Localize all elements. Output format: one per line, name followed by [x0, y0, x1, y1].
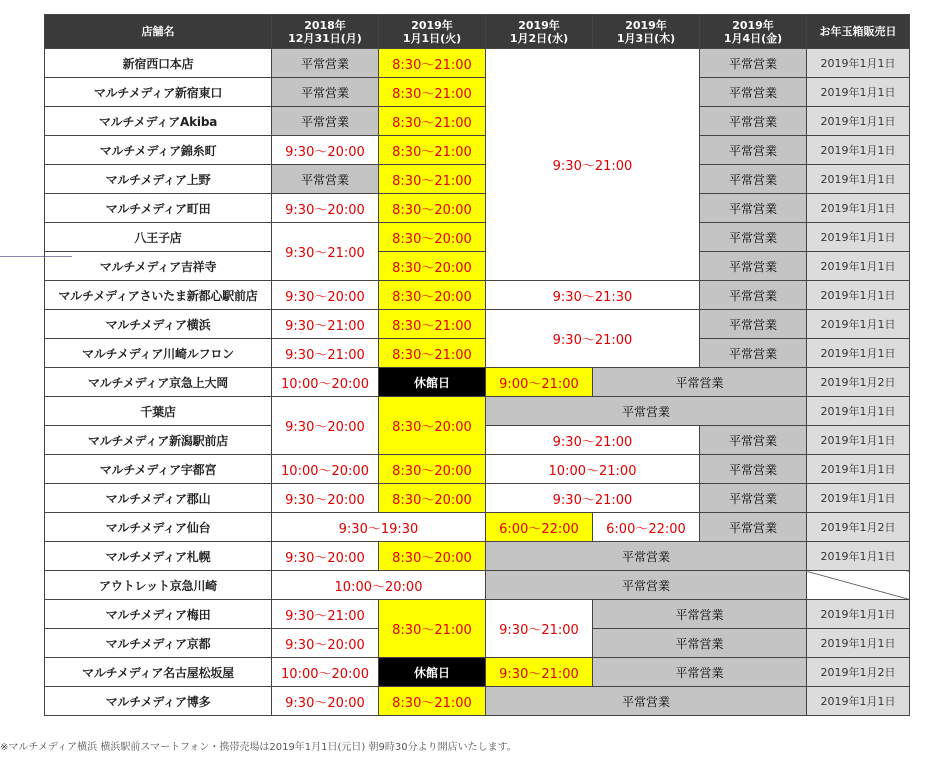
hours-cell: 8:30～20:00 — [379, 542, 486, 571]
hours-cell: 9:30～20:00 — [272, 397, 379, 455]
regular-hours-cell: 平常営業 — [700, 78, 807, 107]
hours-cell: 9:30～21:00 — [272, 339, 379, 368]
sale-date: 2019年1月1日 — [807, 136, 910, 165]
table-row — [45, 513, 910, 542]
sale-date: 2019年1月1日 — [807, 339, 910, 368]
hours-cell: 9:30～21:00 — [272, 223, 379, 281]
store-name: マルチメディアAkiba — [45, 107, 272, 136]
hours-cell: 9:30～21:00 — [486, 658, 593, 687]
regular-hours-cell: 平常営業 — [486, 571, 807, 600]
hours-cell: 8:30～21:00 — [379, 136, 486, 165]
hours-cell: 9:30～21:00 — [486, 600, 593, 658]
sale-date: 2019年1月2日 — [807, 368, 910, 397]
store-name: マルチメディア博多 — [45, 687, 272, 716]
sale-date: 2019年1月1日 — [807, 78, 910, 107]
store-name: マルチメディア梅田 — [45, 600, 272, 629]
store-name: マルチメディア町田 — [45, 194, 272, 223]
hours-cell: 9:30～21:30 — [486, 281, 700, 310]
sale-date: 2019年1月1日 — [807, 455, 910, 484]
table-row — [45, 484, 910, 513]
regular-hours-cell: 平常営業 — [700, 252, 807, 281]
store-name: マルチメディア宇都宮 — [45, 455, 272, 484]
table-row — [45, 49, 910, 78]
sale-date: 2019年1月1日 — [807, 107, 910, 136]
sale-date: 2019年1月1日 — [807, 426, 910, 455]
header-jan1: 2019年 1月1日(火) — [379, 15, 486, 49]
sale-date: 2019年1月1日 — [807, 600, 910, 629]
store-name: マルチメディア京急上大岡 — [45, 368, 272, 397]
hours-cell: 6:00～22:00 — [593, 513, 700, 542]
regular-hours-cell: 平常営業 — [700, 281, 807, 310]
table-row — [45, 310, 910, 339]
store-name: マルチメディア仙台 — [45, 513, 272, 542]
header-jan2: 2019年 1月2日(水) — [486, 15, 593, 49]
hours-cell: 9:30～20:00 — [272, 687, 379, 716]
hours-cell: 8:30～21:00 — [379, 687, 486, 716]
regular-hours-cell: 平常営業 — [593, 658, 807, 687]
sale-date: 2019年1月1日 — [807, 223, 910, 252]
store-name: 千葉店 — [45, 397, 272, 426]
sale-date: 2019年1月1日 — [807, 542, 910, 571]
store-name: マルチメディア錦糸町 — [45, 136, 272, 165]
sale-date: 2019年1月1日 — [807, 397, 910, 426]
regular-hours-cell: 平常営業 — [700, 310, 807, 339]
table-row — [45, 194, 910, 223]
hours-cell: 6:00～22:00 — [486, 513, 593, 542]
table-body — [45, 49, 910, 716]
table-row — [45, 571, 910, 600]
sale-date-none — [807, 571, 910, 600]
store-name: マルチメディア川崎ルフロン — [45, 339, 272, 368]
table-row — [45, 136, 910, 165]
hours-cell: 8:30～21:00 — [379, 165, 486, 194]
hours-cell: 9:30～20:00 — [272, 281, 379, 310]
store-name: マルチメディア札幌 — [45, 542, 272, 571]
header-store: 店舗名 — [45, 15, 272, 49]
regular-hours-cell: 平常営業 — [700, 107, 807, 136]
store-name: マルチメディア京都 — [45, 629, 272, 658]
sale-date: 2019年1月1日 — [807, 194, 910, 223]
table-row — [45, 455, 910, 484]
hours-cell: 9:30～21:00 — [486, 310, 700, 368]
header-jan3: 2019年 1月3日(木) — [593, 15, 700, 49]
store-name: マルチメディア横浜 — [45, 310, 272, 339]
hours-cell: 9:00～21:00 — [486, 368, 593, 397]
regular-hours-cell: 平常営業 — [700, 49, 807, 78]
hours-cell: 9:30～20:00 — [272, 629, 379, 658]
hours-cell: 10:00～20:00 — [272, 368, 379, 397]
sale-date: 2019年1月1日 — [807, 484, 910, 513]
sale-date: 2019年1月2日 — [807, 658, 910, 687]
hours-cell: 9:30～21:00 — [486, 49, 700, 281]
table-header-row — [45, 15, 910, 49]
hours-cell: 8:30～20:00 — [379, 455, 486, 484]
regular-hours-cell: 平常営業 — [486, 687, 807, 716]
table-row — [45, 165, 910, 194]
hours-cell: 8:30～21:00 — [379, 600, 486, 658]
table-row — [45, 368, 910, 397]
store-name: マルチメディア名古屋松坂屋 — [45, 658, 272, 687]
regular-hours-cell: 平常営業 — [593, 600, 807, 629]
store-name: マルチメディア郡山 — [45, 484, 272, 513]
closed-cell: 休館日 — [379, 368, 486, 397]
header-jan4: 2019年 1月4日(金) — [700, 15, 807, 49]
regular-hours-cell: 平常営業 — [700, 426, 807, 455]
regular-hours-cell: 平常営業 — [486, 397, 807, 426]
hours-cell: 8:30～20:00 — [379, 397, 486, 455]
regular-hours-cell: 平常営業 — [700, 455, 807, 484]
hours-cell: 9:30～21:00 — [486, 426, 700, 455]
hours-cell: 10:00～21:00 — [486, 455, 700, 484]
sale-date: 2019年1月1日 — [807, 49, 910, 78]
header-sale-date: お年玉箱販売日 — [807, 15, 910, 49]
regular-hours-cell: 平常営業 — [700, 136, 807, 165]
header-dec31: 2018年 12月31日(月) — [272, 15, 379, 49]
hours-cell: 9:30～21:00 — [486, 484, 700, 513]
sale-date: 2019年1月1日 — [807, 165, 910, 194]
regular-hours-cell: 平常営業 — [272, 49, 379, 78]
hours-cell: 8:30～20:00 — [379, 194, 486, 223]
table-row — [45, 107, 910, 136]
sale-date: 2019年1月1日 — [807, 629, 910, 658]
store-name: 八王子店 — [45, 223, 272, 252]
sale-date: 2019年1月1日 — [807, 310, 910, 339]
regular-hours-cell: 平常営業 — [700, 165, 807, 194]
store-name: 新宿西口本店 — [45, 49, 272, 78]
store-name: マルチメディアさいたま新都心駅前店 — [45, 281, 272, 310]
hours-cell: 8:30～21:00 — [379, 49, 486, 78]
hours-cell: 8:30～20:00 — [379, 252, 486, 281]
hours-cell: 10:00～20:00 — [272, 658, 379, 687]
regular-hours-cell: 平常営業 — [593, 629, 807, 658]
hours-cell: 8:30～20:00 — [379, 281, 486, 310]
hours-cell: 9:30～20:00 — [272, 136, 379, 165]
sale-date: 2019年1月1日 — [807, 252, 910, 281]
closed-cell: 休館日 — [379, 658, 486, 687]
regular-hours-cell: 平常営業 — [272, 78, 379, 107]
table-row — [45, 78, 910, 107]
hours-cell: 8:30～20:00 — [379, 484, 486, 513]
regular-hours-cell: 平常営業 — [700, 223, 807, 252]
regular-hours-cell: 平常営業 — [700, 484, 807, 513]
table-row — [45, 542, 910, 571]
hours-cell: 9:30～21:00 — [272, 600, 379, 629]
table-row — [45, 687, 910, 716]
hours-cell: 8:30～21:00 — [379, 339, 486, 368]
hours-cell: 8:30～21:00 — [379, 78, 486, 107]
hours-cell: 9:30～20:00 — [272, 542, 379, 571]
table-row — [45, 223, 910, 252]
hours-cell: 9:30～19:30 — [272, 513, 486, 542]
sale-date: 2019年1月2日 — [807, 513, 910, 542]
footnote: ※マルチメディア横浜 横浜駅前スマートフォン・携帯売場は2019年1月1日(元日) 朝9時30分より開店いたします。 — [0, 742, 517, 753]
table-row — [45, 397, 910, 426]
table-row — [45, 252, 910, 281]
store-name: マルチメディア新潟駅前店 — [45, 426, 272, 455]
regular-hours-cell: 平常営業 — [700, 513, 807, 542]
store-name: マルチメディア上野 — [45, 165, 272, 194]
hours-cell: 8:30～21:00 — [379, 107, 486, 136]
hours-cell: 9:30～20:00 — [272, 484, 379, 513]
regular-hours-cell: 平常営業 — [272, 107, 379, 136]
store-name: マルチメディア新宿東口 — [45, 78, 272, 107]
regular-hours-cell: 平常営業 — [700, 339, 807, 368]
table-row — [45, 339, 910, 368]
sale-date: 2019年1月1日 — [807, 281, 910, 310]
hours-cell: 10:00～20:00 — [272, 571, 486, 600]
table-row — [45, 658, 910, 687]
store-name: マルチメディア吉祥寺 — [45, 252, 272, 281]
table-row — [45, 281, 910, 310]
hours-cell: 9:30～20:00 — [272, 194, 379, 223]
store-name: アウトレット京急川崎 — [45, 571, 272, 600]
hours-cell: 8:30～21:00 — [379, 310, 486, 339]
store-hours-table — [44, 14, 910, 716]
regular-hours-cell: 平常営業 — [593, 368, 807, 397]
hours-cell: 9:30～21:00 — [272, 310, 379, 339]
regular-hours-cell: 平常営業 — [272, 165, 379, 194]
hours-cell: 8:30～20:00 — [379, 223, 486, 252]
regular-hours-cell: 平常営業 — [700, 194, 807, 223]
table-row — [45, 600, 910, 629]
sale-date: 2019年1月1日 — [807, 687, 910, 716]
regular-hours-cell: 平常営業 — [486, 542, 807, 571]
hours-cell: 10:00～20:00 — [272, 455, 379, 484]
